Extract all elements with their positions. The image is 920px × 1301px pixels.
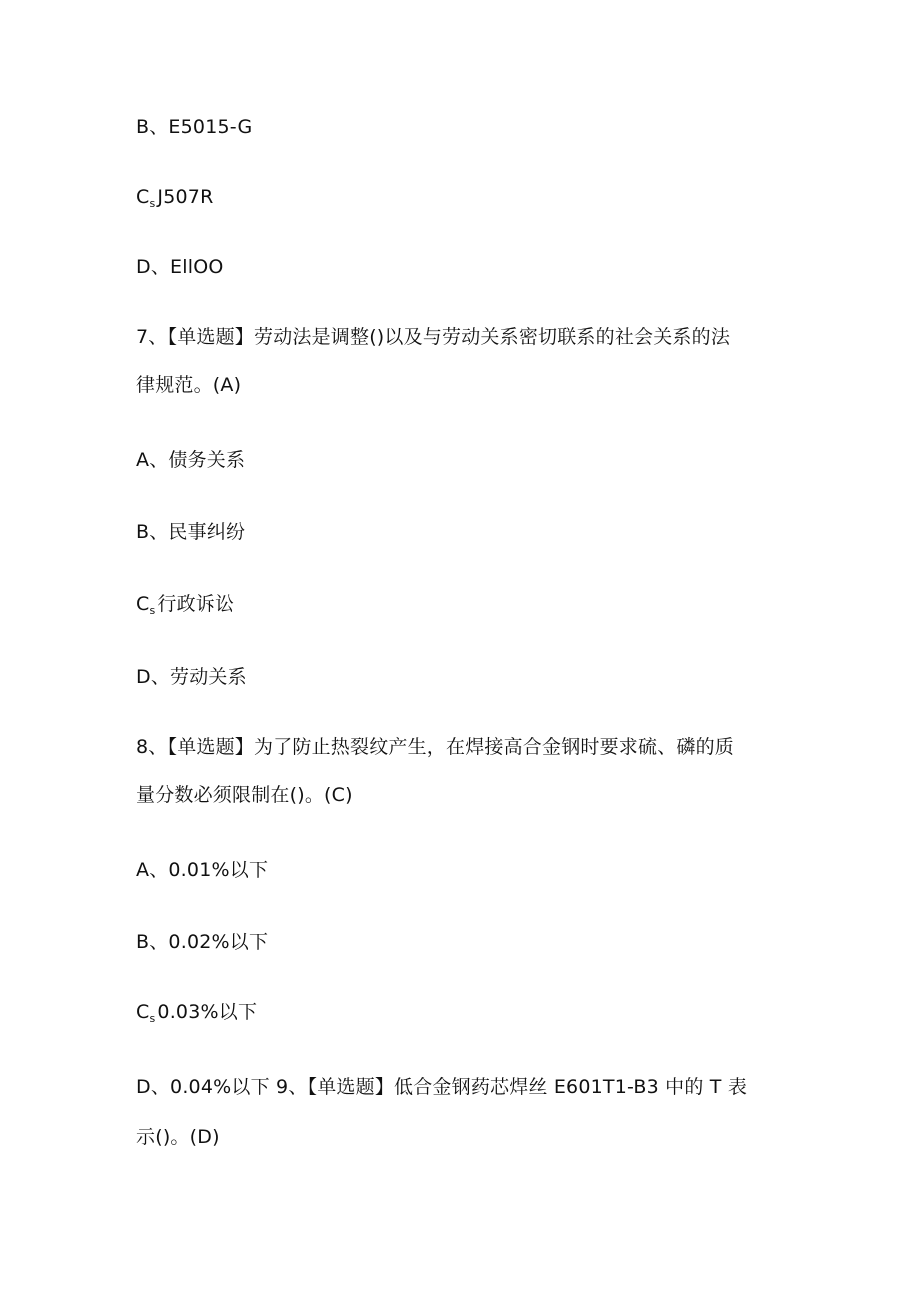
question-9-line-2 bbox=[136, 1125, 786, 1149]
line-text: 7、【单选题】劳动法是调整()以及与劳动关系密切联系的社会关系的法 bbox=[136, 326, 731, 348]
option-letter: C bbox=[136, 1001, 150, 1023]
option-c-line bbox=[136, 1000, 786, 1027]
line-text: 0.03%以下 bbox=[157, 1001, 258, 1023]
option-letter: C bbox=[136, 186, 150, 208]
line-text: D、0.04%以下 9、【单选题】低合金钢药芯焊丝 E601T1-B3 中的 T 表 bbox=[136, 1076, 748, 1098]
option-c-line bbox=[136, 185, 786, 212]
option-b-line bbox=[136, 115, 786, 139]
option-d-line bbox=[136, 665, 786, 689]
option-a-line bbox=[136, 448, 786, 472]
line-text: B、民事纠纷 bbox=[136, 521, 246, 543]
line-text: B、0.02%以下 bbox=[136, 931, 269, 953]
line-text: D、劳动关系 bbox=[136, 666, 247, 688]
option-subscript: s bbox=[149, 197, 156, 210]
option-b-line bbox=[136, 930, 786, 954]
line-text: 8、【单选题】为了防止热裂纹产生，在焊接高合金钢时要求硫、磷的质 bbox=[136, 736, 734, 758]
option-c-line bbox=[136, 592, 786, 619]
line-text: 行政诉讼 bbox=[157, 593, 235, 615]
option-d-line bbox=[136, 255, 786, 279]
question-8-line-1 bbox=[136, 735, 786, 759]
question-8-line-2 bbox=[136, 783, 786, 807]
line-text: B、E5015-G bbox=[136, 116, 253, 138]
option-subscript: s bbox=[149, 1012, 156, 1025]
line-text: D、EllOO bbox=[136, 256, 224, 278]
option-b-line bbox=[136, 520, 786, 544]
question-7-line-2 bbox=[136, 373, 786, 397]
line-text: 量分数必须限制在()。(C) bbox=[136, 784, 353, 806]
option-subscript: s bbox=[149, 604, 156, 617]
line-text: J507R bbox=[157, 186, 214, 208]
line-text: A、0.01%以下 bbox=[136, 859, 269, 881]
option-a-line bbox=[136, 858, 786, 882]
line-text: 示()。(D) bbox=[136, 1126, 220, 1148]
line-text: 律规范。(A) bbox=[136, 374, 242, 396]
question-7-line-1 bbox=[136, 325, 786, 349]
question-9-line-1 bbox=[136, 1075, 786, 1099]
line-text: A、债务关系 bbox=[136, 449, 246, 471]
option-letter: C bbox=[136, 593, 150, 615]
